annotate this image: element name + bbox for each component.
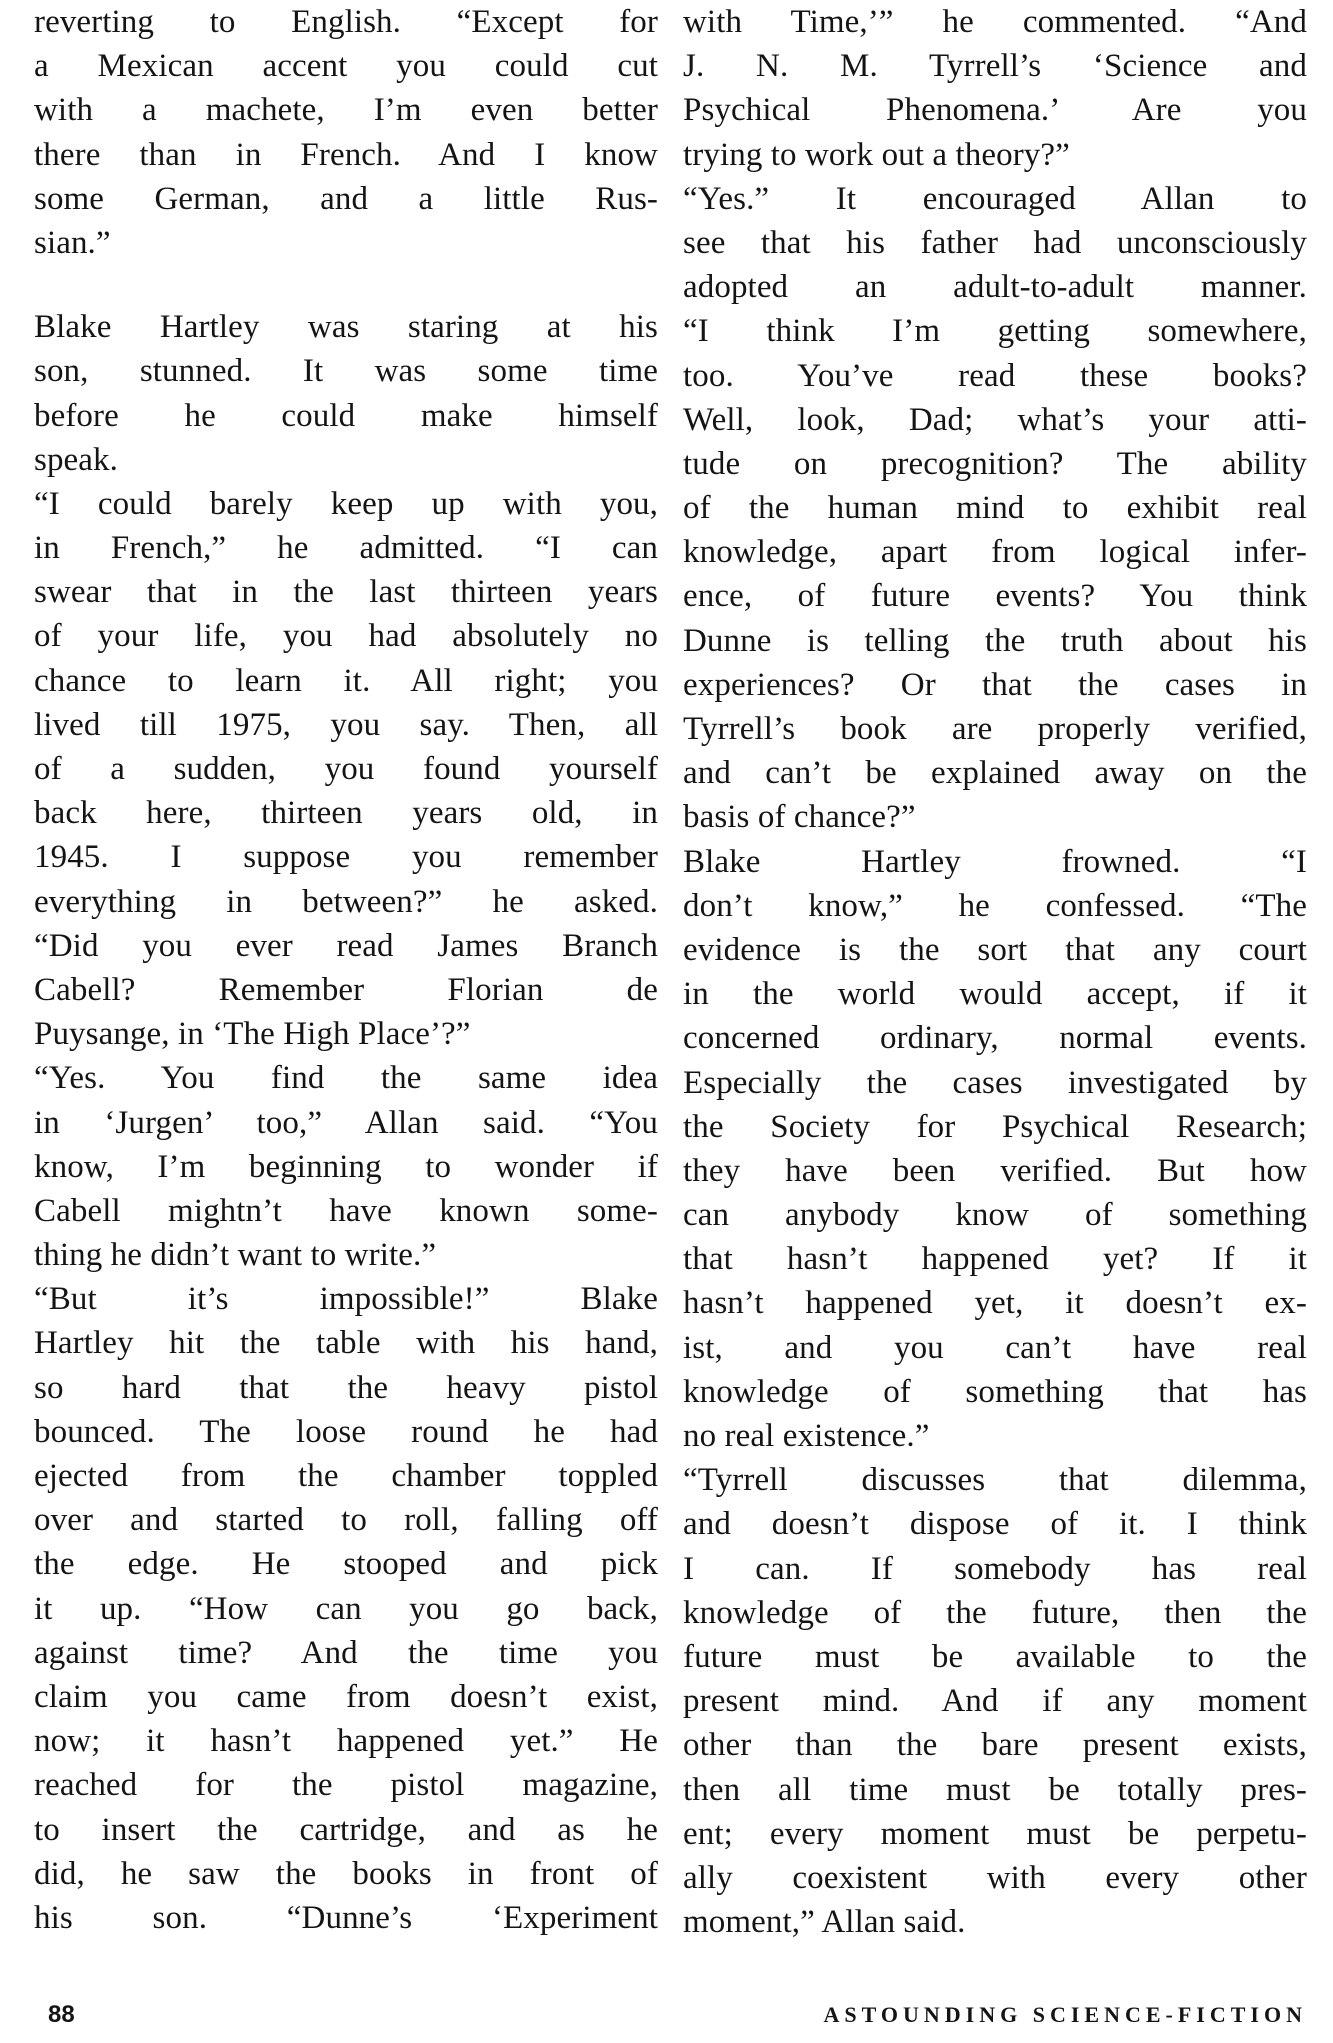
text-line: claim you came from doesn’t exist, <box>34 1678 658 1715</box>
text-line: concerned ordinary, normal events. <box>683 1020 1307 1057</box>
text-line: Puysange, in ‘The High Place’?” <box>34 1016 471 1053</box>
text-line: future must be available to the <box>683 1638 1307 1675</box>
text-line: J. N. M. Tyrrell’s ‘Science and <box>683 48 1307 85</box>
text-line: they have been verified. But how <box>683 1152 1307 1189</box>
text-line: bounced. The loose round he had <box>34 1413 658 1450</box>
text-line: “Yes.” It encouraged Allan to <box>683 180 1307 217</box>
text-line: ent; every moment must be perpetu- <box>683 1815 1307 1852</box>
text-line: can anybody know of something <box>683 1197 1307 1234</box>
text-line: Cabell mightn’t have known some- <box>34 1192 658 1229</box>
text-line: and can’t be explained away on the <box>683 755 1307 792</box>
text-line: too. You’ve read these books? <box>683 357 1307 394</box>
text-line: trying to work out a theory?” <box>683 136 1070 173</box>
text-line: with a machete, I’m even better <box>34 92 658 129</box>
text-line: the Society for Psychical Research; <box>683 1108 1307 1145</box>
text-line: ence, of future events? You think <box>683 578 1307 615</box>
text-line: reverting to English. “Except for <box>34 4 658 40</box>
text-line: there than in French. And I know <box>34 136 658 173</box>
text-line: tude on precognition? The ability <box>683 445 1307 482</box>
text-line: now; it hasn’t happened yet.” He <box>34 1723 658 1760</box>
text-line: it up. “How can you go back, <box>34 1590 658 1627</box>
text-line: knowledge of the future, then the <box>683 1594 1307 1631</box>
running-title: ASTOUNDING SCIENCE-FICTION <box>823 2002 1307 2027</box>
page-footer <box>0 1995 1333 2035</box>
text-line: in ‘Jurgen’ too,” Allan said. “You <box>34 1104 658 1141</box>
text-line: see that his father had unconsciously <box>683 224 1307 261</box>
text-line: other than the bare present exists, <box>683 1727 1307 1764</box>
text-line: evidence is the sort that any court <box>683 931 1307 968</box>
text-line: against time? And the time you <box>34 1634 658 1671</box>
text-line: the edge. He stooped and pick <box>34 1546 658 1583</box>
text-line: Psychical Phenomena.’ Are you <box>683 92 1307 129</box>
text-line: to insert the cartridge, and as he <box>34 1811 658 1848</box>
text-line: ally coexistent with every other <box>683 1859 1307 1896</box>
text-line: experiences? Or that the cases in <box>683 666 1307 703</box>
text-line: everything in between?” he asked. <box>34 883 658 920</box>
text-line: in the world would accept, if it <box>683 976 1307 1013</box>
text-line: did, he saw the books in front of <box>34 1855 658 1892</box>
text-line: knowledge, apart from logical infer- <box>683 534 1307 571</box>
text-line: chance to learn it. All right; you <box>34 662 658 699</box>
text-line: thing he didn’t want to write.” <box>34 1237 437 1274</box>
text-line: Blake Hartley frowned. “I <box>683 843 1307 880</box>
text-line: so hard that the heavy pistol <box>34 1369 658 1406</box>
text-line: of the human mind to exhibit real <box>683 490 1307 527</box>
text-line: before he could make himself <box>34 397 658 434</box>
text-line: back here, thirteen years old, in <box>34 795 658 832</box>
text-line: basis of chance?” <box>683 799 916 836</box>
paragraph-gap <box>34 265 658 305</box>
text-line: Cabell? Remember Florian de <box>34 971 658 1008</box>
text-line: Blake Hartley was staring at his <box>34 309 658 346</box>
text-line: speak. <box>34 441 118 478</box>
text-line: then all time must be totally pres- <box>683 1771 1307 1808</box>
text-line: I can. If somebody has real <box>683 1550 1307 1587</box>
text-line: of a sudden, you found yourself <box>34 751 658 787</box>
text-line: in French,” he admitted. “I can <box>34 530 658 567</box>
text-line: “I think I’m getting somewhere, <box>683 313 1307 350</box>
text-line: no real existence.” <box>683 1418 930 1454</box>
text-line: swear that in the last thirteen years <box>34 574 658 611</box>
text-line: moment,” Allan said. <box>683 1904 966 1941</box>
text-line: knowledge of something that has <box>683 1373 1307 1410</box>
text-line: of your life, you had absolutely no <box>34 618 658 655</box>
page-number: 88 <box>48 2001 75 2028</box>
text-line: 1945. I suppose you remember <box>34 839 658 876</box>
text-line: don’t know,” he confessed. “The <box>683 887 1307 924</box>
text-line: “But it’s impossible!” Blake <box>34 1281 658 1318</box>
text-line: lived till 1975, you say. Then, all <box>34 706 658 743</box>
text-line: hasn’t happened yet, it doesn’t ex- <box>683 1285 1307 1322</box>
text-line: Tyrrell’s book are properly verified, <box>683 711 1307 747</box>
left-text-column <box>34 0 658 1940</box>
text-line: adopted an adult-to-adult manner. <box>683 269 1307 306</box>
text-line: his son. “Dunne’s ‘Experiment <box>34 1899 658 1936</box>
text-line: present mind. And if any moment <box>683 1683 1307 1720</box>
right-text-column <box>683 0 1307 1944</box>
text-line: sian.” <box>34 224 111 261</box>
text-line: Well, look, Dad; what’s your atti- <box>683 401 1307 438</box>
text-line: Especially the cases investigated by <box>683 1064 1307 1101</box>
text-line: “I could barely keep up with you, <box>34 485 658 522</box>
text-line: ejected from the chamber toppled <box>34 1458 658 1494</box>
text-line: ist, and you can’t have real <box>683 1329 1307 1366</box>
text-line: know, I’m beginning to wonder if <box>34 1148 658 1185</box>
text-line: with Time,’” he commented. “And <box>683 4 1307 40</box>
text-line: over and started to roll, falling off <box>34 1502 658 1539</box>
text-line: Hartley hit the table with his hand, <box>34 1325 658 1362</box>
text-line: a Mexican accent you could cut <box>34 48 658 85</box>
text-line: “Did you ever read James Branch <box>34 927 658 964</box>
text-line: and doesn’t dispose of it. I think <box>683 1506 1307 1543</box>
text-line: “Tyrrell discusses that dilemma, <box>683 1462 1307 1499</box>
text-line: son, stunned. It was some time <box>34 353 658 390</box>
text-line: “Yes. You find the same idea <box>34 1060 658 1097</box>
text-line: Dunne is telling the truth about his <box>683 622 1307 659</box>
text-line: reached for the pistol magazine, <box>34 1767 658 1804</box>
text-line: that hasn’t happened yet? If it <box>683 1241 1307 1278</box>
text-line: some German, and a little Rus- <box>34 180 658 217</box>
